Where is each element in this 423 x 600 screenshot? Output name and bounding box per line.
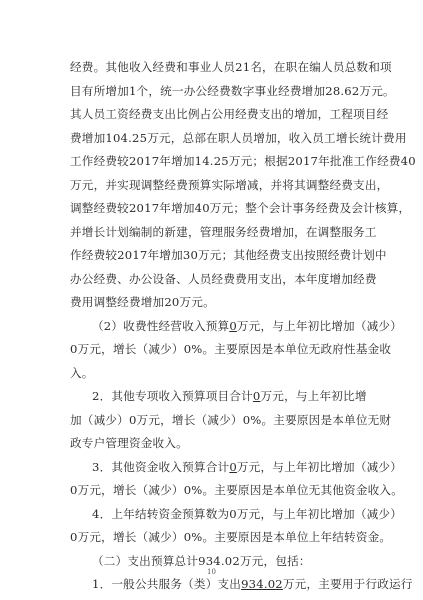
text-line — [70, 456, 403, 480]
paragraph-other-income — [70, 456, 404, 503]
text-line: 入。 — [70, 365, 94, 380]
amount-value: 934.02 — [241, 577, 283, 591]
text-segment: 3．其他资金收入预算合计 — [92, 459, 230, 474]
text-segment: 1．一般公共服务（类）支出 — [92, 577, 242, 591]
text-line: 0万元，增长（减少）0%。主要原因是本单位无政府性基金收 — [70, 342, 392, 356]
text-segment: 万元，主要用于行政运行 — [282, 577, 413, 591]
text-line: 其人员工资经费支出比例占公用经费支出的增加，工程项目经 — [70, 107, 389, 121]
text-line: 费增加104.25万元，总部在职人员增加，收入员工增长统计费用 — [70, 130, 407, 145]
text-line — [70, 573, 413, 597]
text-line: 调整经费较2017年增加40万元；整个会计事务经费及会计核算， — [70, 201, 411, 215]
text-segment: 万元，与上年初比增 — [260, 389, 367, 403]
text-line: 政专户管理资金收入。 — [70, 436, 188, 450]
text-line: 0万元，增长（减少）0%。主要原因是本单位上年结转资金。 — [70, 530, 392, 544]
text-segment: （2）收费性经营收入预算 — [92, 318, 230, 333]
text-segment: （二）支出预算总计 — [92, 553, 199, 568]
text-line: 加（减少）0万元，增长（减少）0%。主要原因是本单位无财 — [70, 412, 392, 427]
text-line: 4．上年结转资金预算数为0万元，与上年初比增加（减少） — [92, 506, 402, 521]
text-segment: 万元，与上年初比增加（减少） — [236, 459, 403, 474]
paragraph-budget-explanation — [70, 56, 416, 315]
text-line: 并增长计划编制的新建，管理服务经费增加，在调整服务工 — [70, 224, 377, 239]
text-line — [70, 315, 403, 339]
paragraph-carryover — [70, 503, 402, 550]
paragraph-fee-income — [70, 315, 403, 386]
text-line: 0万元，增长（减少）0%。主要原因是本单位无其他资金收入。 — [70, 483, 404, 497]
text-line — [70, 385, 367, 409]
text-segment: 万元，包括： — [239, 553, 311, 568]
text-segment: 万元，与上年初比增加（减少） — [236, 318, 403, 333]
text-line: 经费。其他收入经费和事业人员21名，在职在编人员总数和项 — [70, 60, 392, 74]
paragraph-general-public-services — [70, 573, 413, 597]
paragraph-special-income — [70, 385, 392, 456]
text-line: 目有所增加1个，统一办公经费数字事业经费增加28.62万元。 — [70, 83, 395, 98]
text-segment: 2．其他专项收入预算项目合计 — [92, 389, 253, 403]
text-line: 办公经费、办公设备、人员经费费用支出，本年度增加经费 — [70, 271, 377, 286]
text-line: 工作经费较2017年增加14.25万元；根据2017年批准工作经费40 — [70, 154, 416, 168]
page-number: 10 — [207, 568, 216, 576]
text-line: 费用调整经费增加20万元。 — [70, 295, 215, 309]
text-line: 万元，并实现调整经费预算实际增减，并将其调整经费支出， — [70, 177, 389, 192]
text-line: 作经费较2017年增加30万元；其他经费支出按照经费计划中 — [70, 248, 387, 262]
amount-value: 934.02 — [198, 553, 240, 568]
amount-value: 0 — [252, 389, 261, 403]
amount-value: 0 — [229, 318, 237, 333]
amount-value: 0 — [229, 459, 237, 474]
